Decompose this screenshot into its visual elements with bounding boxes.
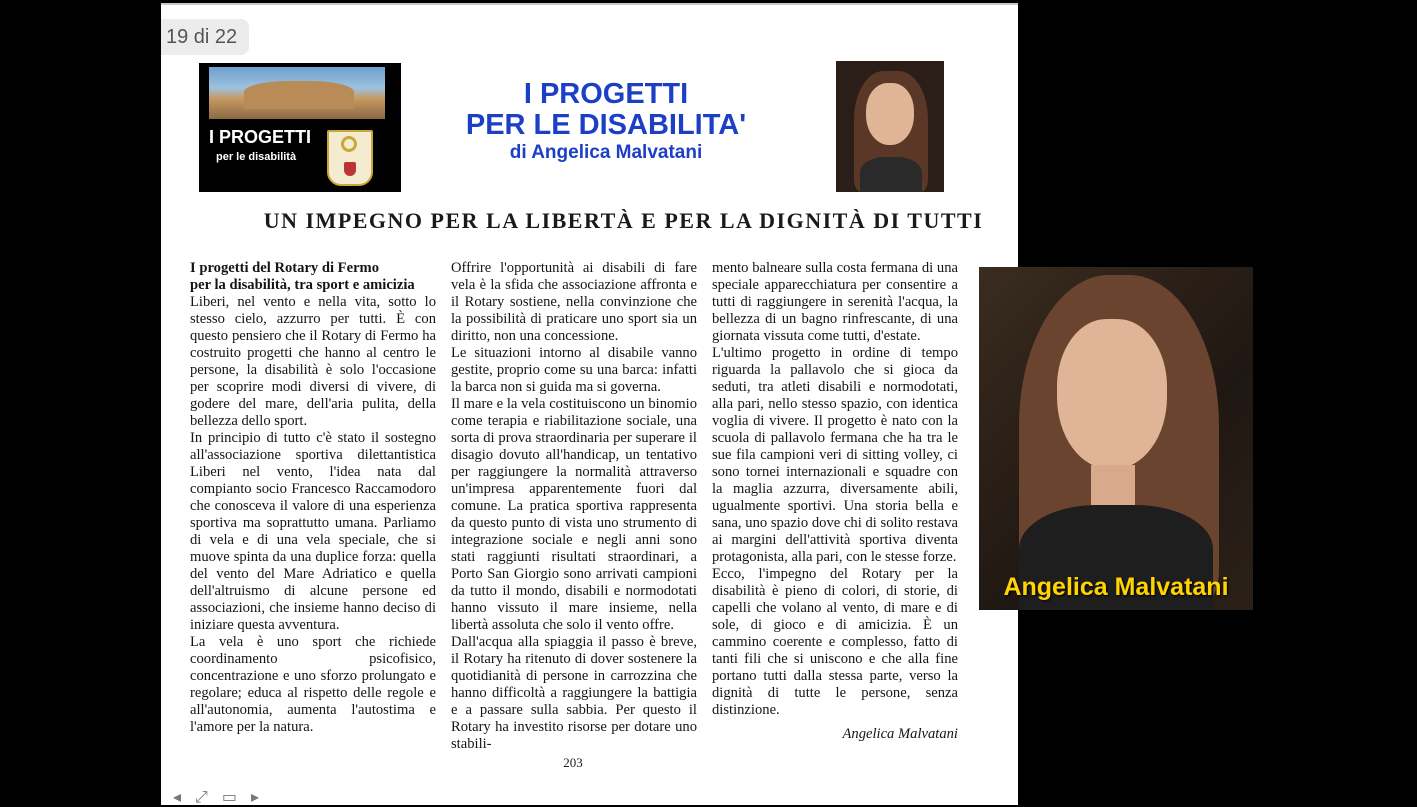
- page-counter: 19 di 22: [161, 19, 249, 55]
- heading-line-1: I PROGETTI: [523, 78, 689, 110]
- prev-page-icon[interactable]: ◂: [173, 787, 196, 806]
- heading-author: di Angelica Malvatani: [509, 142, 703, 163]
- paragraph: L'ultimo progetto in ordine di tempo riguarda la pallavolo che si gioca da seduti, tra atleti disabili e normodotati, alla pari, nello stesso spazio, con identica voglia di vivere. Il progetto è nato con la scuola di pallavolo fermana che ha tra le sue fila campioni veri di sitting volley, ci sono tornei internazionali e squadre con la maglia azzurra, diversamente abili, ugualmente sportivi. Una storia bella e sana, uno spazio dove chi di solito restava ai margini dell'attività sportiva diventa protagonista, alla pari, con le stesse forze.: [712, 345, 958, 565]
- grid-icon[interactable]: ▭: [221, 787, 251, 806]
- paragraph: In principio di tutto c'è stato il sostegno all'associazione sportiva dilettantistica Liberi nel vento, l'idea nata dal compianto socio Francesco Raccamodoro che conosceva il valore di una esperienza sportiva ma soprattutto umana. Parliamo di vela e di una vela speciale, che si muove spinta da una duplice forza: quella del vento del Mare Adriatico e quella dell'altruismo di alcune persone ed associazioni, che insieme hanno deciso di iniziare questa avventura.: [190, 430, 436, 633]
- rotary-logo-icon: [327, 130, 373, 186]
- article-column-3: [712, 260, 958, 743]
- zoom-icon[interactable]: ⤢: [195, 787, 222, 806]
- lead-line-1: I progetti del Rotary di Fermo: [190, 260, 380, 276]
- article-column-1: [190, 260, 436, 736]
- paragraph: mento balneare sulla costa fermana di una speciale apparecchiatura per consentire a tutti di raggiungere in serenità l'acqua, la bellezza di un bagno rinfrescante, di una giornata vissuta come tutti, d'estate.: [712, 260, 958, 344]
- paragraph: La vela è uno sport che richiede coordinamento psicofisico, concentrazione e uno sforzo prolungato e regolare; educa al rispetto delle regole e all'autonomia, aumenta l'autostima e l'amore per la natura.: [190, 634, 436, 735]
- article-title: UN IMPEGNO PER LA LIBERTÀ E PER LA DIGNITÀ DI TUTTI: [263, 208, 984, 233]
- article-column-2: [451, 260, 697, 753]
- lead-line-2: per la disabilità, tra sport e amicizia: [190, 277, 415, 293]
- paragraph: Liberi, nel vento e nella vita, sotto lo stesso cielo, azzurro per tutti. È con questo pensiero che il Rotary di Fermo ha costruito progetti che hanno al centro le persone, la disabilità è solo l'occasione per scoprire modi diversi di vivere, di godere del mare, dell'aria pulita, della bellezza dello sport.: [190, 294, 436, 429]
- page-number: 203: [563, 755, 583, 770]
- paragraph: Ecco, l'impegno del Rotary per la disabilità è pieno di colori, di storie, di capelli che volano al vento, di mare e di sole, di gioco e di amicizia. È un cammino coerente e complesso, fatto di tanti fili che si uniscono e che alla fine portano tutti dalla stessa parte, verso la dignità di tutte le persone, senza distinzione.: [712, 566, 958, 718]
- paragraph: Offrire l'opportunità ai disabili di fare vela è la sfida che associazione affronta e il Rotary sostiene, nella convinzione che la possibilità di praticare uno sport sia un diritto, non una concessione.: [451, 260, 697, 344]
- paragraph: Dall'acqua alla spiaggia il passo è breve, il Rotary ha ritenuto di dover sostenere la quotidianità di persone in carrozzina che hanno difficoltà a raggiungere la battigia e a passare sulla sabbia. Per questo il Rotary ha investito risorse per dotare uno stabili-: [451, 634, 697, 752]
- banner-title: I PROGETTI: [209, 127, 312, 147]
- project-banner-image: [199, 63, 401, 192]
- town-photo: [209, 67, 385, 119]
- article-heading: [431, 79, 781, 165]
- document-page: [161, 3, 1018, 805]
- article-signature: Angelica Malvatani: [842, 726, 958, 742]
- page-navigation: [173, 787, 273, 807]
- photo-caption: Angelica Malvatani: [1003, 573, 1229, 601]
- banner-subtitle: per le disabilità: [216, 151, 297, 163]
- paragraph: Il mare e la vela costituiscono un binomio come terapia e riabilitazione sociale, una sorta di prova straordinaria per superare il disagio dovuto all'handicap, un tentativo per raggiungere la normalità attraverso un'impresa apparentemente fuori dal comune. La pratica sportiva rappresenta da questo punto di vista uno strumento di integrazione sociale e negli anni sono stati raggiunti risultati straordinari, a Porto San Giorgio sono arrivati campioni da tutto il mondo, disabili e normodotati hanno vissuto il mare insieme, nella libertà assoluta che solo il vento offre.: [451, 396, 697, 633]
- author-portrait-small: [836, 61, 944, 192]
- author-portrait-large: [979, 267, 1253, 610]
- heading-line-2: PER LE DISABILITA': [465, 109, 747, 141]
- next-page-icon[interactable]: ▸: [250, 787, 273, 806]
- paragraph: Le situazioni intorno al disabile vanno gestite, proprio come su una barca: infatti la barca non si guida ma si governa.: [451, 345, 697, 395]
